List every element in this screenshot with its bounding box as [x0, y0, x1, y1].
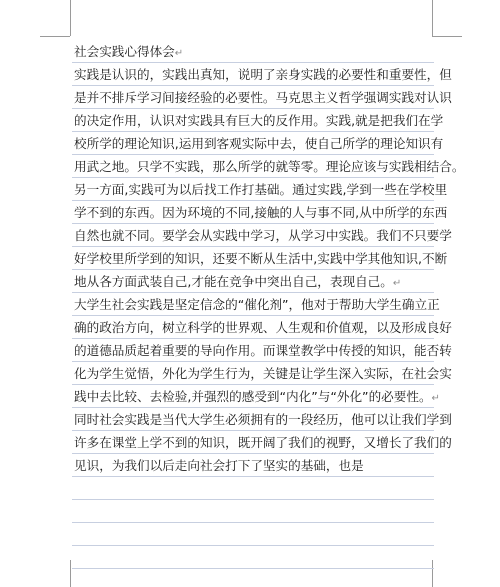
text-line: 地从各方面武装自己,才能在竞争中突出自己，表现自己。↵ [74, 274, 402, 289]
text-line: 大学生社会实践是坚定信念的“催化剂”，他对于帮助大学生确立正 [74, 297, 440, 312]
text-line: 同时社会实践是当代大学生必须拥有的一段经历，他可以让我们学到 [74, 412, 452, 427]
text-line: 自然也就不同。要学会从实践中学习，从学习中实践。我们不只要学 [74, 228, 452, 243]
text-line: 许多在课堂上学不到的知识，既开阔了我们的视野，又增长了我们的 [74, 435, 452, 450]
text-line: 确的政治方向，树立科学的世界观、人生观和价值观，以及形成良好 [74, 320, 452, 335]
paragraph-mark: ↵ [431, 393, 440, 404]
paragraph-mark: ↵ [174, 48, 184, 59]
paragraph-mark: ↵ [392, 278, 402, 289]
text-line: 校所学的理论知识,运用到客观实际中去，使自己所学的理论知识有 [74, 136, 444, 151]
text-line: 化为学生觉悟，外化为学生行为，关键是让学生深入实际，在社会实 [74, 366, 452, 381]
text-line: 见识，为我们以后走向社会打下了坚实的基础，也是 [74, 458, 364, 473]
ruled-line [72, 568, 434, 569]
text-line: 用武之地。只学不实践，那么所学的就等零。理论应该与实践相结合。 [74, 159, 465, 174]
text-line: 践中去比较、去检验,并强烈的感受到“内化”与“外化”的必要性。↵ [74, 389, 440, 404]
text-line: 另一方面,实践可为以后找工作打基础。通过实践,学到一些在学校里 [74, 182, 448, 197]
text-line: 是并不排斥学习间接经验的必要性。马克思主义哲学强调实践对认识 [74, 90, 452, 105]
text-line: 好学校里所学到的知识，还要不断从生活中,实践中学其他知识,不断 [74, 251, 448, 266]
document-body[interactable] [74, 40, 465, 477]
ruled-line [72, 499, 434, 500]
ruled-line [72, 545, 434, 546]
text-line: 的道德品质起着重要的导向作用。而课堂教学中传授的知识，能否转 [74, 343, 452, 358]
text-line: 实践是认识的，实践出真知，说明了亲身实践的必要性和重要性，但 [74, 67, 452, 82]
text-line: 的决定作用，认识对实践具有巨大的反作用。实践,就是把我们在学 [74, 113, 444, 128]
ruled-line [72, 522, 434, 523]
document-title: 社会实践心得体会↵ [74, 44, 184, 59]
text-line: 学不到的东西。因为环境的不同,接触的人与事不同,从中所学的东西 [74, 205, 448, 220]
